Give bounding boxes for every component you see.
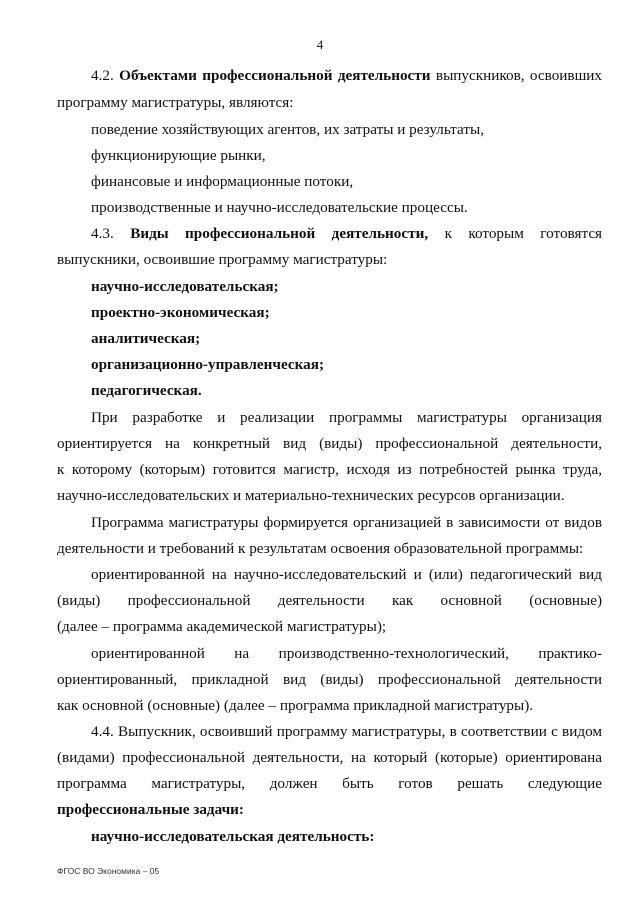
object-item: финансовые и информационные потоки, [91,173,354,190]
activity-type-item: организационно-управленческая; [91,356,324,373]
section-4-3-line-2: выпускники, освоившие программу магистратуры: [57,251,388,268]
section-4-3-bold-word: Виды [130,225,169,242]
research-heading: научно-исследовательская деятельность: [91,828,375,845]
section-4-4-line: программа магистратуры, должен быть готов решать следующие [57,775,602,792]
activity-type-item: аналитическая; [91,330,201,347]
footer-label: ФГОС ВО Экономика – 05 [57,866,160,876]
section-4-3-bold-word: деятельности, [331,225,429,242]
section-4-3-bold-word: профессиональной [185,225,316,242]
paragraph-line: научно-исследовательских и материально-технических ресурсов организации. [57,487,565,504]
paragraph-line: Программа магистратуры формируется организацией в зависимости от видов [91,514,602,531]
section-4-2-line-1 [91,66,602,86]
paragraph-line: к которому (которым) готовится магистр, исходя из потребностей рынка труда, [57,461,602,478]
paragraph-line: ориентированной на производственно-технологический, практико- [91,645,602,662]
section-4-2-number: 4.2. [91,67,114,84]
section-4-3-number: 4.3. [91,225,114,242]
paragraph-line: ориентированной на научно-исследовательский и (или) педагогический вид [91,566,602,583]
paragraph-line: ориентируется на конкретный вид (виды) профессиональной деятельности, [57,435,602,452]
activity-type-item: педагогическая. [91,382,202,399]
object-item: производственные и научно-исследовательские процессы. [91,199,468,216]
section-4-4-line: (видами) профессиональной деятельности, на который (которые) ориентирована [57,749,602,766]
section-4-3-word: к [444,225,452,242]
paragraph-line: деятельности и требований к результатам освоения образовательной программы: [57,540,584,557]
object-item: поведение хозяйствующих агентов, их затраты и результаты, [91,121,484,138]
page-number: 4 [316,37,324,52]
section-4-4-line: 4.4. Выпускник, освоивший программу магистратуры, в соответствии с видом [91,723,602,740]
section-4-2-bold-term: Объектами профессиональной деятельности [119,67,431,84]
paragraph-line: ориентированный, прикладной вид (виды) профессиональной деятельности [57,671,602,688]
paragraph-line: (виды) профессиональной деятельности как основной (основные) [57,592,602,609]
section-4-2-rest: выпускников, освоивших [435,67,603,84]
activity-type-item: проектно-экономическая; [91,304,270,321]
tasks-heading: профессиональные задачи: [57,801,244,818]
object-item: функционирующие рынки, [91,147,266,164]
section-4-3-word: готовятся [540,225,603,242]
paragraph-line: При разработке и реализации программы магистратуры организация [91,409,602,426]
paragraph-line: (далее – программа академической магистратуры); [57,618,387,635]
section-4-2-line-2: программу магистратуры, являются: [57,94,294,111]
section-4-3-line-1 [91,224,602,244]
paragraph-line: как основной (основные) (далее – программа прикладной магистратуры). [57,697,534,714]
section-4-3-word: которым [468,225,524,242]
activity-type-item: научно-исследовательская; [91,278,279,295]
